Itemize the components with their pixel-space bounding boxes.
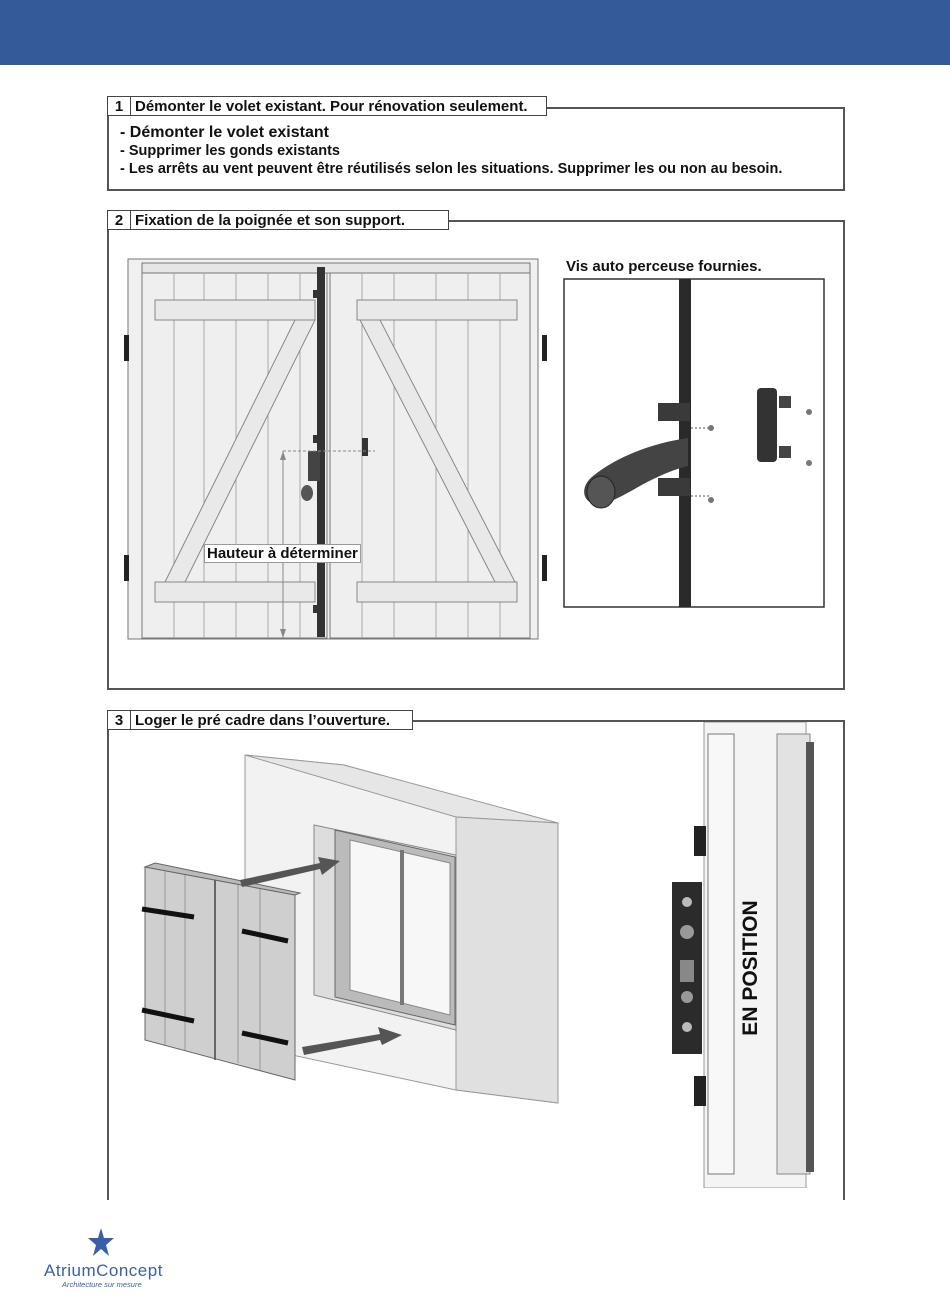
section-3-title: Loger le pré cadre dans l’ouverture. [135, 711, 391, 729]
brand-tagline: Architecture sur mesure [62, 1280, 142, 1289]
list-item: - Les arrêts au vent peuvent être réutilisés selon les situations. Supprimer les ou non au besoin. [120, 161, 783, 177]
section-3-number: 3 [108, 711, 131, 729]
section-1-title: Démonter le volet existant. Pour rénovation seulement. [135, 97, 528, 115]
logo-star-icon [88, 1228, 114, 1258]
section-2-number: 2 [108, 211, 131, 229]
install-diagram [130, 745, 570, 1115]
section-1-header [107, 96, 547, 116]
list-item: - Démonter le volet existant [120, 124, 329, 141]
en-position-label: EN POSITION [739, 900, 762, 1036]
brand-logo: AtriumConcept [44, 1261, 163, 1280]
section-2-title: Fixation de la poignée et son support. [135, 211, 406, 229]
handle-detail-diagram [563, 278, 825, 608]
height-label: Hauteur à déterminer [204, 544, 361, 563]
section-1-list [120, 124, 782, 178]
header-bar [0, 0, 950, 65]
screws-label: Vis auto perceuse fournies. [566, 258, 762, 275]
section-2-header [107, 210, 449, 230]
section-3-header [107, 710, 413, 730]
shutter-diagram [120, 255, 560, 650]
list-item: - Supprimer les gonds existants [120, 143, 340, 159]
section-1-number: 1 [108, 97, 131, 115]
